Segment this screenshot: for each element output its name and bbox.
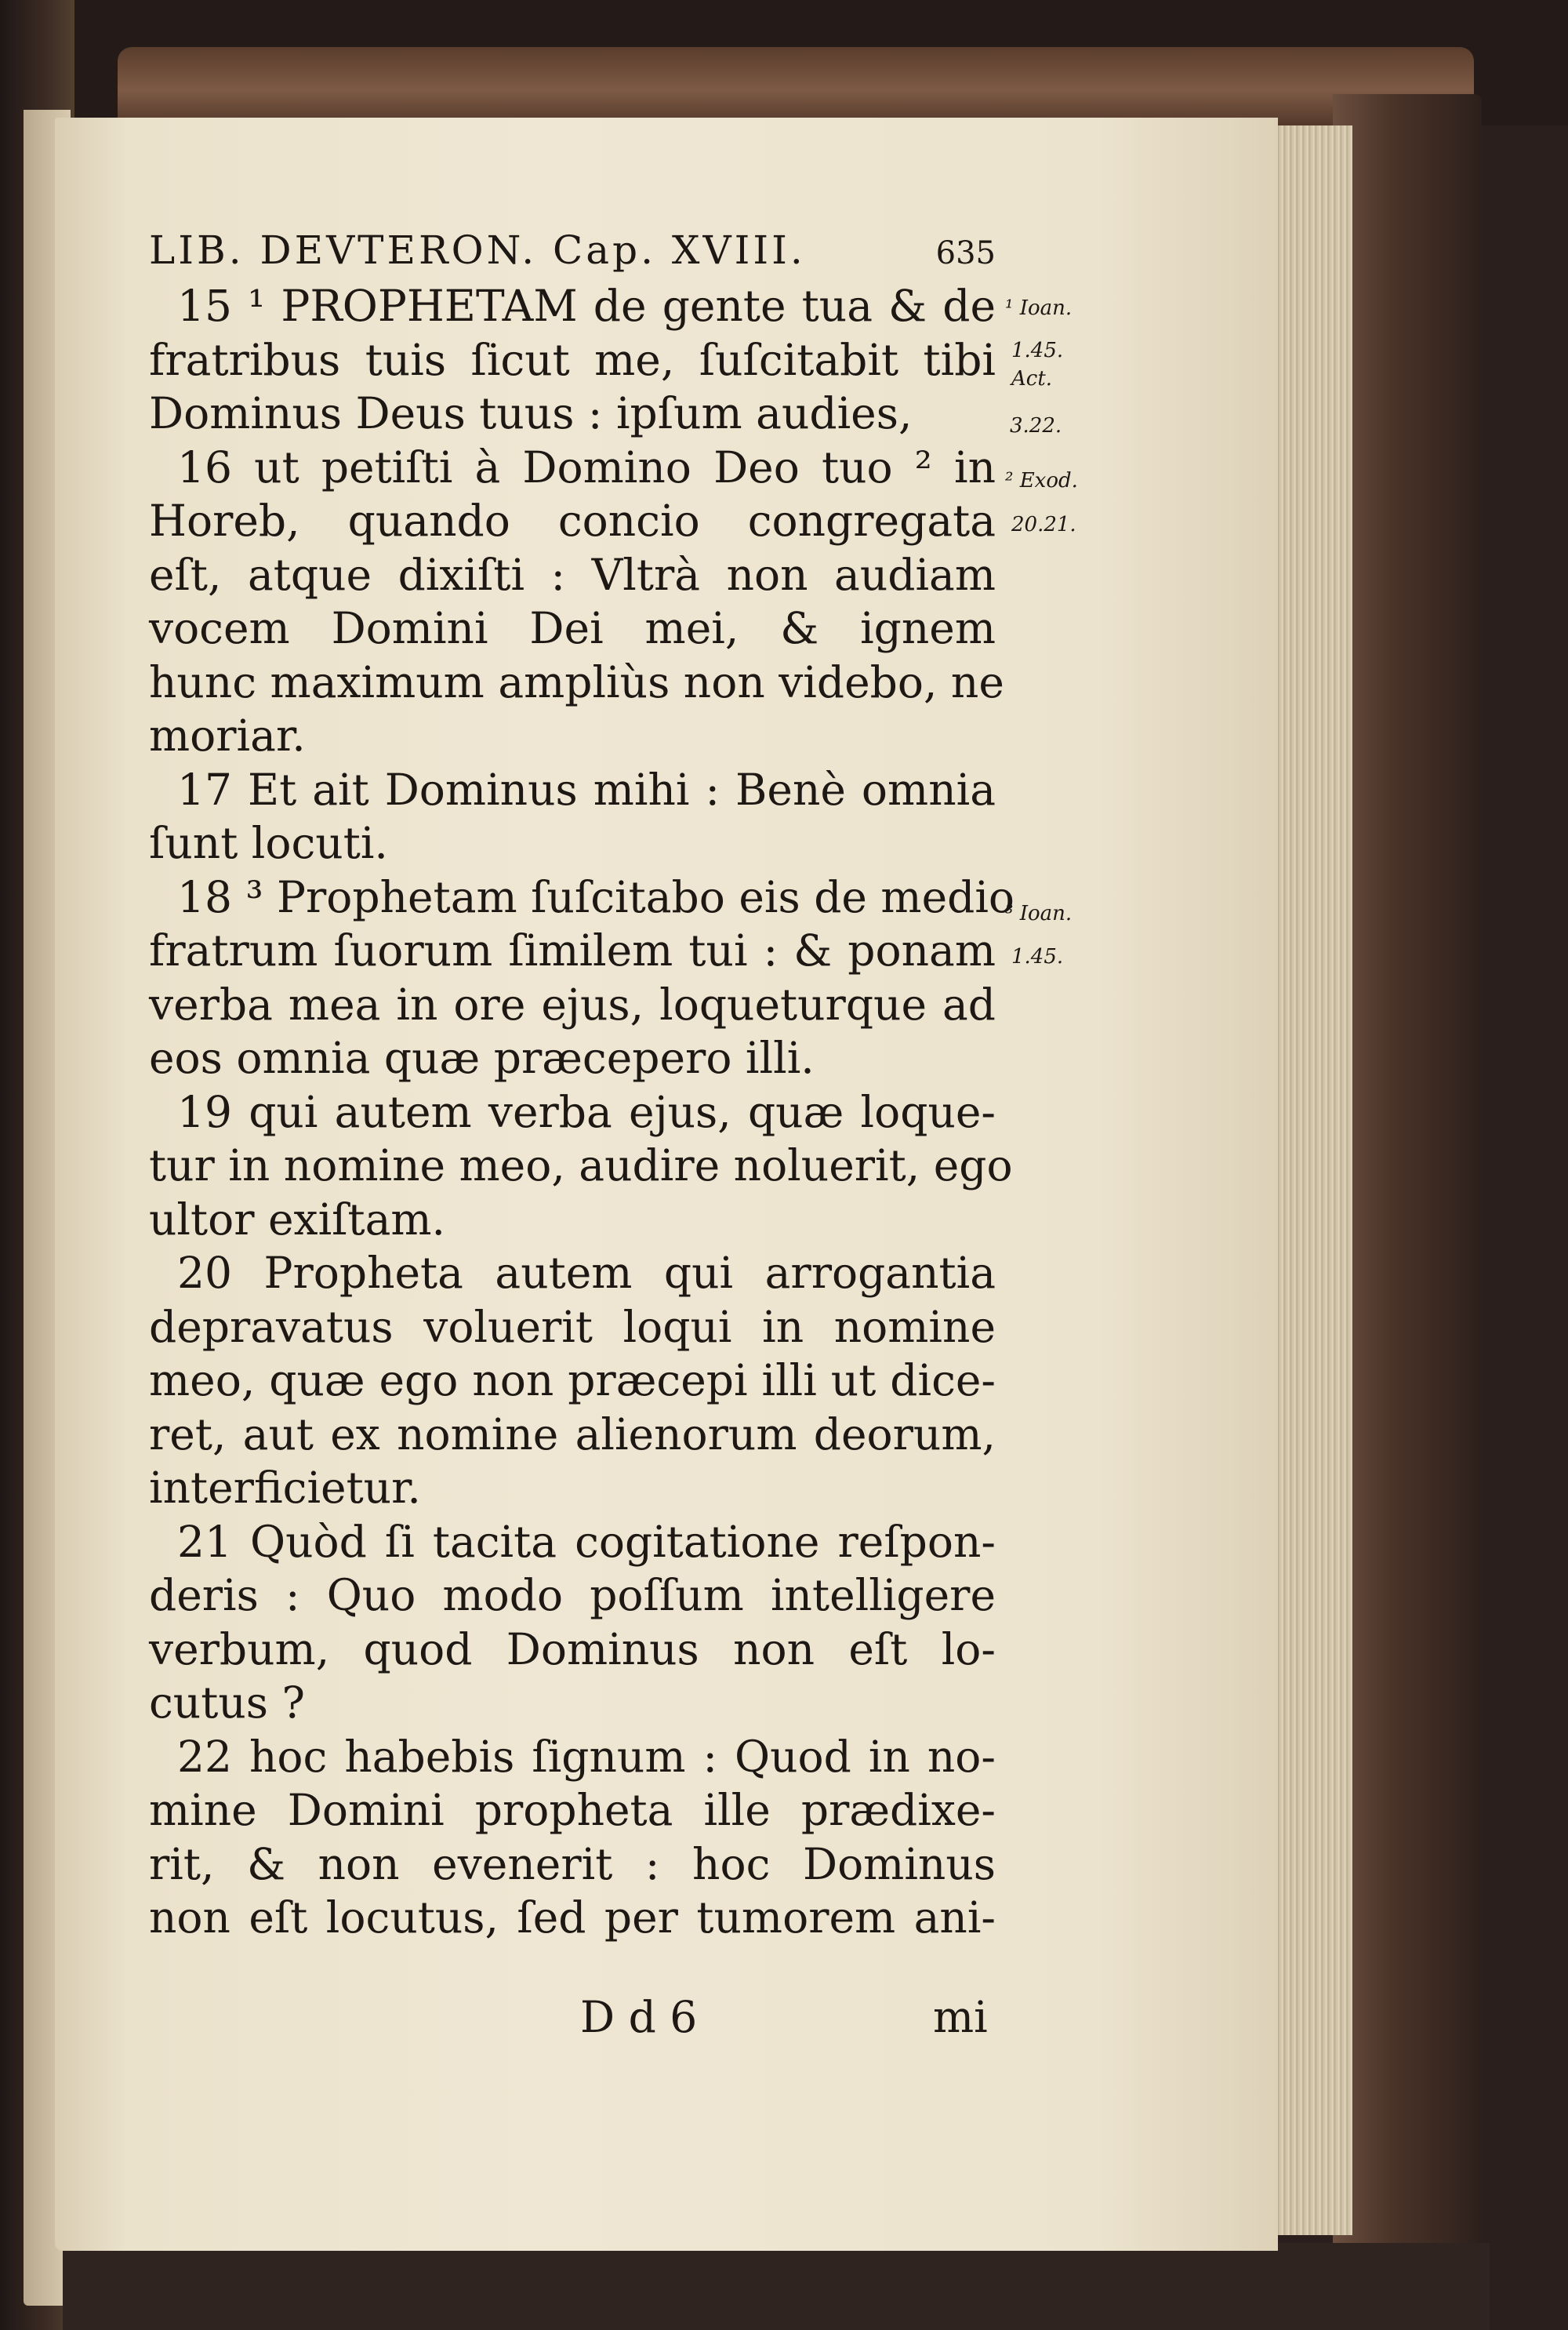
text-line: 19 qui autem verba ejus, quæ loque- <box>177 1086 996 1137</box>
text-line: fratribus tuis ſicut me, ſuſcitabit tibi <box>149 334 996 385</box>
book-cover-bottom <box>63 2243 1490 2330</box>
text-line: eſt, atque dixiſti : Vltrà non audiam <box>149 549 996 600</box>
catchword: mi <box>933 1992 988 2042</box>
text-line: verbum, quod Dominus non eſt lo- <box>149 1623 996 1674</box>
marginal-note: ³ Ioan. <box>1005 902 1073 925</box>
text-line: meo, quæ ego non præcepi illi ut dice- <box>149 1355 996 1405</box>
page-number: 635 <box>935 235 996 271</box>
text-line: 20 Propheta autem qui arrogantia <box>177 1248 996 1298</box>
text-line: fratrum ſuorum ſimilem tui : & ponam <box>149 925 996 976</box>
book-cover-right <box>1333 94 1482 2243</box>
text-line: hunc maximum ampliùs non videbo, ne <box>149 656 1004 707</box>
text-line: ret, aut ex nomine alienorum deorum, <box>149 1409 996 1459</box>
text-line: 17 Et ait Dominus mihi : Benè omnia <box>177 764 996 815</box>
text-line: interficietur. <box>149 1463 421 1513</box>
text-line: 22 hoc habebis ſignum : Quod in no- <box>177 1731 996 1782</box>
page-text <box>149 227 1015 1945</box>
text-line: vocem Domini Dei mei, & ignem <box>149 603 996 653</box>
text-line: eos omnia quæ præcepero illi. <box>149 1033 815 1083</box>
text-line: ultor exiſtam. <box>149 1194 446 1245</box>
text-line: 16 ut petiſti à Domino Deo tuo ² in <box>177 442 996 493</box>
running-title: LIB. DEVTERON. Cap. XVIII. <box>149 227 806 273</box>
text-line: 15 ¹ PROPHETAM de gente tua & de <box>177 281 996 331</box>
marginal-note: ¹ Ioan. <box>1005 296 1073 320</box>
text-line: 18 ³ Prophetam ſuſcitabo eis de medio <box>177 871 1015 922</box>
text-line: Dominus Deus tuus : ipſum audies, <box>149 388 913 438</box>
text-line: 21 Quòd ſi tacita cogitatione reſpon- <box>177 1516 996 1567</box>
running-header <box>149 227 996 273</box>
text-line: ſunt locuti. <box>149 818 388 868</box>
marginal-note: 3.22. <box>1010 414 1062 438</box>
marginal-note: ² Exod. <box>1005 469 1078 493</box>
marginal-note: 1.45. <box>1011 945 1064 969</box>
text-line: non eſt locutus, ſed per tumorem ani- <box>149 1892 996 1943</box>
text-line: tur in nomine meo, audire noluerit, ego <box>149 1140 1013 1190</box>
text-line: mine Domini propheta ille prædixe- <box>149 1785 996 1835</box>
marginal-note: Act. <box>1011 367 1053 391</box>
signature-mark: D d 6 <box>580 1992 698 2042</box>
text-line: verba mea in ore ejus, loqueturque ad <box>149 979 996 1030</box>
text-line: cutus ? <box>149 1678 305 1728</box>
text-line: Horeb, quando concio congregata <box>149 496 996 546</box>
marginal-note: 1.45. <box>1011 339 1064 362</box>
text-line: moriar. <box>149 711 306 761</box>
text-line: rit, & non evenerit : hoc Dominus <box>149 1838 996 1889</box>
marginal-note: 20.21. <box>1011 513 1076 536</box>
text-line: deris : Quo modo poſſum intelligere <box>149 1570 996 1620</box>
text-line: depravatus voluerit loqui in nomine <box>149 1301 996 1352</box>
